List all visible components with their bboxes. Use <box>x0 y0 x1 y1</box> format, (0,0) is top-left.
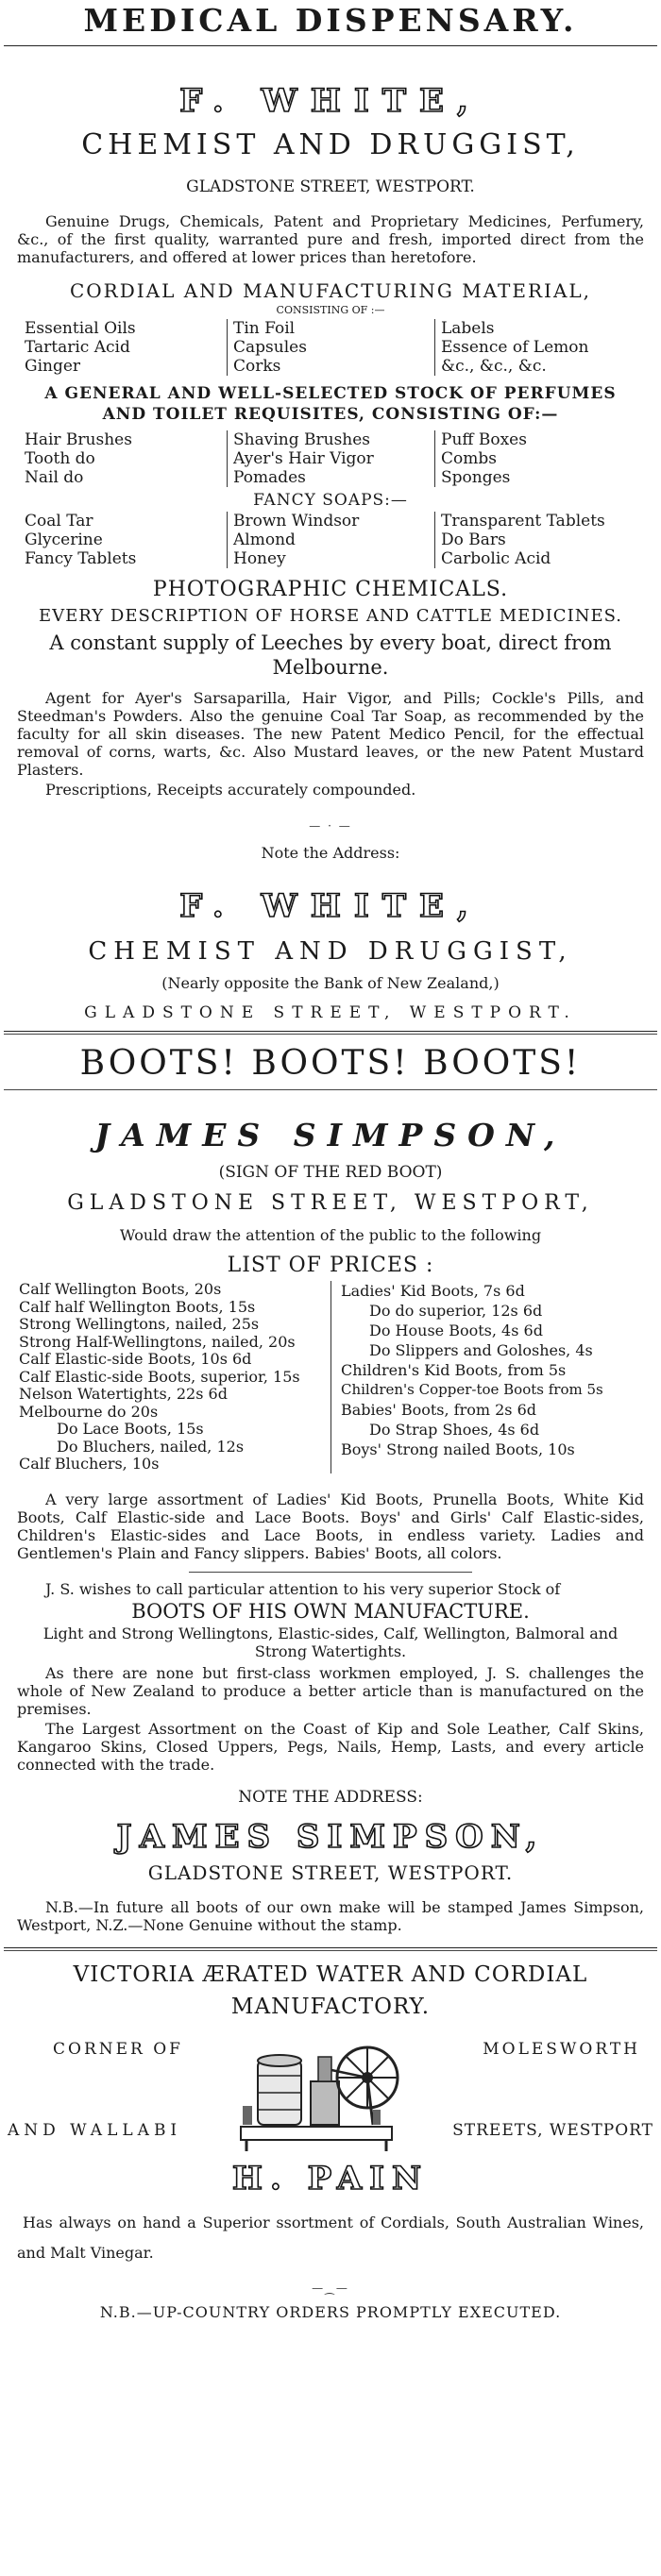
list-item: Calf Bluchers, 10s <box>19 1455 160 1473</box>
consisting-label: CONSISTING OF :— <box>276 304 385 316</box>
ornament-dash: — · — <box>309 819 352 833</box>
own-manufacture-heading: BOOTS OF HIS OWN MANUFACTURE. <box>131 1599 530 1623</box>
boots-address-2: GLADSTONE STREET, WESTPORT. <box>147 1860 514 1884</box>
list-item: Do Bluchers, nailed, 12s <box>57 1437 245 1456</box>
dispensary-trade: CHEMIST AND DRUGGIST, <box>81 128 580 161</box>
toilet-col-2 <box>227 430 434 487</box>
dispensary-address: GLADSTONE STREET, WESTPORT. <box>186 177 475 196</box>
light-strong-line: Light and Strong Wellingtons, Elastic-sides, Calf, Wellington, Balmoral and Strong Watertights. <box>42 1624 619 1660</box>
list-item: Labels <box>441 319 495 338</box>
divider <box>4 1034 657 1035</box>
list-item: Do Bars <box>441 530 506 549</box>
soaps-heading: FANCY SOAPS:— <box>253 491 408 510</box>
boots-attention: Would draw the attention of the public to the following <box>119 1226 542 1244</box>
cordial-col-3 <box>434 319 642 376</box>
bank-opposite: (Nearly opposite the Bank of New Zealand,) <box>161 974 500 992</box>
list-item: Glycerine <box>25 530 103 549</box>
and-wallabi-label: AND WALLABI <box>8 2120 182 2140</box>
perfumes-heading-1: A GENERAL AND WELL-SELECTED STOCK OF PERFUMES <box>44 384 617 403</box>
toilet-list <box>0 430 661 487</box>
molesworth-label: MOLESWORTH <box>483 2039 640 2059</box>
dispensary-heading: MEDICAL DISPENSARY. <box>83 2 578 39</box>
list-item: &c., &c., &c. <box>441 357 547 376</box>
note-the-address: NOTE THE ADDRESS: <box>238 1787 423 1807</box>
list-item: Ginger <box>25 357 81 376</box>
cordial-col-1 <box>19 319 227 376</box>
boots-name-2: JAMES SIMPSON, <box>116 1817 545 1856</box>
list-item: Essence of Lemon <box>441 338 589 357</box>
photo-heading: PHOTOGRAPHIC CHEMICALS. <box>152 578 509 601</box>
list-item: Calf Elastic-side Boots, 10s 6d <box>19 1350 252 1368</box>
soap-col-1 <box>19 512 227 568</box>
prices-heading: LIST OF PRICES : <box>227 1254 434 1277</box>
list-item: Strong Wellingtons, nailed, 25s <box>19 1315 260 1333</box>
divider <box>4 1089 657 1090</box>
dispensary-intro: Genuine Drugs, Chemicals, Patent and Proprietary Medicines, Perfumery, &c., of the first quality, warranted pure and fresh, imported direct from the manufacturers, and offered at lower prices than heretofore. <box>17 212 644 266</box>
streets-westport-label: STREETS, WESTPORT <box>452 2120 653 2140</box>
dispensary-trade-2: CHEMIST AND DRUGGIST, <box>88 937 573 966</box>
leeches-line-1: A constant supply of Leeches by every boat, direct from <box>49 631 612 654</box>
divider <box>4 1031 657 1032</box>
list-item: Transparent Tablets <box>441 512 605 530</box>
victoria-heading-2: MANUFACTORY. <box>230 1994 431 2019</box>
divider <box>189 1572 472 1573</box>
perfumes-heading-2: AND TOILET REQUISITES, CONSISTING OF:— <box>102 405 559 424</box>
note-address: Note the Address: <box>261 844 400 862</box>
list-item: Do Strap Shoes, 4s 6d <box>369 1421 540 1439</box>
price-list <box>0 1281 661 1473</box>
dispensary-name: F. WHITE, <box>179 82 482 120</box>
ornament-dash: —⁔— <box>312 2281 349 2295</box>
list-item: Calf Elastic-side Boots, superior, 15s <box>19 1367 300 1386</box>
list-item: Ayer's Hair Vigor <box>233 449 374 468</box>
list-item: Calf Wellington Boots, 20s <box>19 1280 222 1298</box>
stamp-note: N.B.—In future all boots of our own make will be stamped James Simpson, Westport, N.Z.—None Genuine without the stamp. <box>17 1897 644 1934</box>
list-item: Nelson Watertights, 22s 6d <box>19 1385 228 1403</box>
pain-name: H. PAIN <box>231 2159 430 2197</box>
boots-name: JAMES SIMPSON, <box>94 1117 567 1153</box>
list-item: Do House Boots, 4s 6d <box>369 1322 543 1339</box>
price-col-left <box>19 1281 330 1473</box>
list-item: Pomades <box>233 468 306 487</box>
list-item: Carbolic Acid <box>441 549 551 568</box>
list-item: Sponges <box>441 468 511 487</box>
address-block <box>0 2032 661 2155</box>
list-item: Shaving Brushes <box>233 430 371 449</box>
horse-heading: EVERY DESCRIPTION OF HORSE AND CATTLE MEDICINES. <box>39 606 622 626</box>
list-item: Capsules <box>233 338 307 357</box>
list-item: Do Slippers and Goloshes, 4s <box>369 1341 593 1359</box>
superior-line: J. S. wishes to call particular attention to his very superior Stock of <box>45 1579 561 1598</box>
divider <box>4 1950 657 1951</box>
assortment-paragraph: A very large assortment of Ladies' Kid Boots, Prunella Boots, White Kid Boots, Calf Elastic-side and Lace Boots. Boys' and Girls' Calf Elastic-sides, Children's Elastic-sides and Lace Boots, in endless variety. Ladies and Gentlemen's Plain and Fancy slippers. Babies' Boots, all colors. <box>17 1490 644 1562</box>
cordial-list <box>0 319 661 376</box>
leeches-line-2: Melbourne. <box>272 656 389 679</box>
list-item: Hair Brushes <box>25 430 132 449</box>
cordial-col-2 <box>227 319 434 376</box>
list-item: Ladies' Kid Boots, 7s 6d <box>341 1282 525 1300</box>
list-item: Almond <box>233 530 296 549</box>
list-item: Honey <box>233 549 286 568</box>
list-item: Boys' Strong nailed Boots, 10s <box>341 1440 575 1458</box>
soap-col-3 <box>434 512 642 568</box>
workmen-paragraph: As there are none but first-class workmen employed, J. S. challenges the whole of New Zealand to produce a better article than is manufactured on the premises. <box>17 1663 644 1718</box>
divider <box>4 1947 657 1948</box>
corner-of-label: CORNER OF <box>53 2039 183 2059</box>
boots-address: GLADSTONE STREET, WESTPORT, <box>67 1191 594 1215</box>
always-on-hand: Has always on hand a Superior ssortment of Cordials, South Australian Wines, and Malt Vinegar. <box>17 2213 644 2262</box>
boots-heading: BOOTS! BOOTS! BOOTS! <box>79 1044 582 1083</box>
list-item: Children's Kid Boots, from 5s <box>341 1361 567 1379</box>
list-item: Tin Foil <box>233 319 296 338</box>
list-item: Brown Windsor <box>233 512 360 530</box>
price-col-right <box>330 1281 642 1473</box>
soap-col-2 <box>227 512 434 568</box>
prescriptions-line: Prescriptions, Receipts accurately compounded. <box>45 781 416 799</box>
dispensary-street-2: GLADSTONE STREET, WESTPORT. <box>84 1003 577 1022</box>
list-item: Calf half Wellington Boots, 15s <box>19 1297 256 1316</box>
list-item: Puff Boxes <box>441 430 527 449</box>
list-item: Do do superior, 12s 6d <box>369 1302 543 1320</box>
boots-sign: (SIGN OF THE RED BOOT) <box>218 1163 443 1182</box>
list-item: Babies' Boots, from 2s 6d <box>341 1401 537 1419</box>
list-item: Tartaric Acid <box>25 338 130 357</box>
soap-list <box>0 512 661 568</box>
list-item: Melbourne do 20s <box>19 1402 159 1421</box>
list-item: Coal Tar <box>25 512 93 530</box>
list-item: Do Lace Boots, 15s <box>57 1420 204 1438</box>
agent-paragraph: Agent for Ayer's Sarsaparilla, Hair Vigor, and Pills; Cockle's Pills, and Steedman's Powders. Also the genuine Coal Tar Soap, as recommended by the faculty for all skin diseases. The new Patent Medico Pencil, for the effectual removal of corns, warts, &c. Also Mustard leaves, or the new Patent Mustard Plasters. <box>17 689 644 779</box>
victoria-heading-1: VICTORIA ÆRATED WATER AND CORDIAL <box>73 1961 588 1987</box>
dispensary-name-2: F. WHITE, <box>179 887 482 925</box>
largest-paragraph: The Largest Assortment on the Coast of Kip and Sole Leather, Calf Skins, Kangaroo Skins, Closed Uppers, Pegs, Nails, Hemp, Lasts, and every article connected with the trade. <box>17 1719 644 1774</box>
list-item: Combs <box>441 449 497 468</box>
orders-note: N.B.—UP-COUNTRY ORDERS PROMPTLY EXECUTED. <box>99 2302 562 2321</box>
list-item: Essential Oils <box>25 319 136 338</box>
list-item: Corks <box>233 357 281 376</box>
cordial-heading: CORDIAL AND MANUFACTURING MATERIAL, <box>69 279 592 302</box>
machine-illustration <box>231 2032 401 2155</box>
list-item: Strong Half-Wellingtons, nailed, 20s <box>19 1332 296 1351</box>
list-item: Nail do <box>25 468 84 487</box>
divider <box>4 45 657 46</box>
list-item: Fancy Tablets <box>25 549 137 568</box>
list-item: Tooth do <box>25 449 95 468</box>
list-item: Children's Copper-toe Boots from 5s <box>341 1381 603 1398</box>
toilet-col-1 <box>19 430 227 487</box>
toilet-col-3 <box>434 430 642 487</box>
